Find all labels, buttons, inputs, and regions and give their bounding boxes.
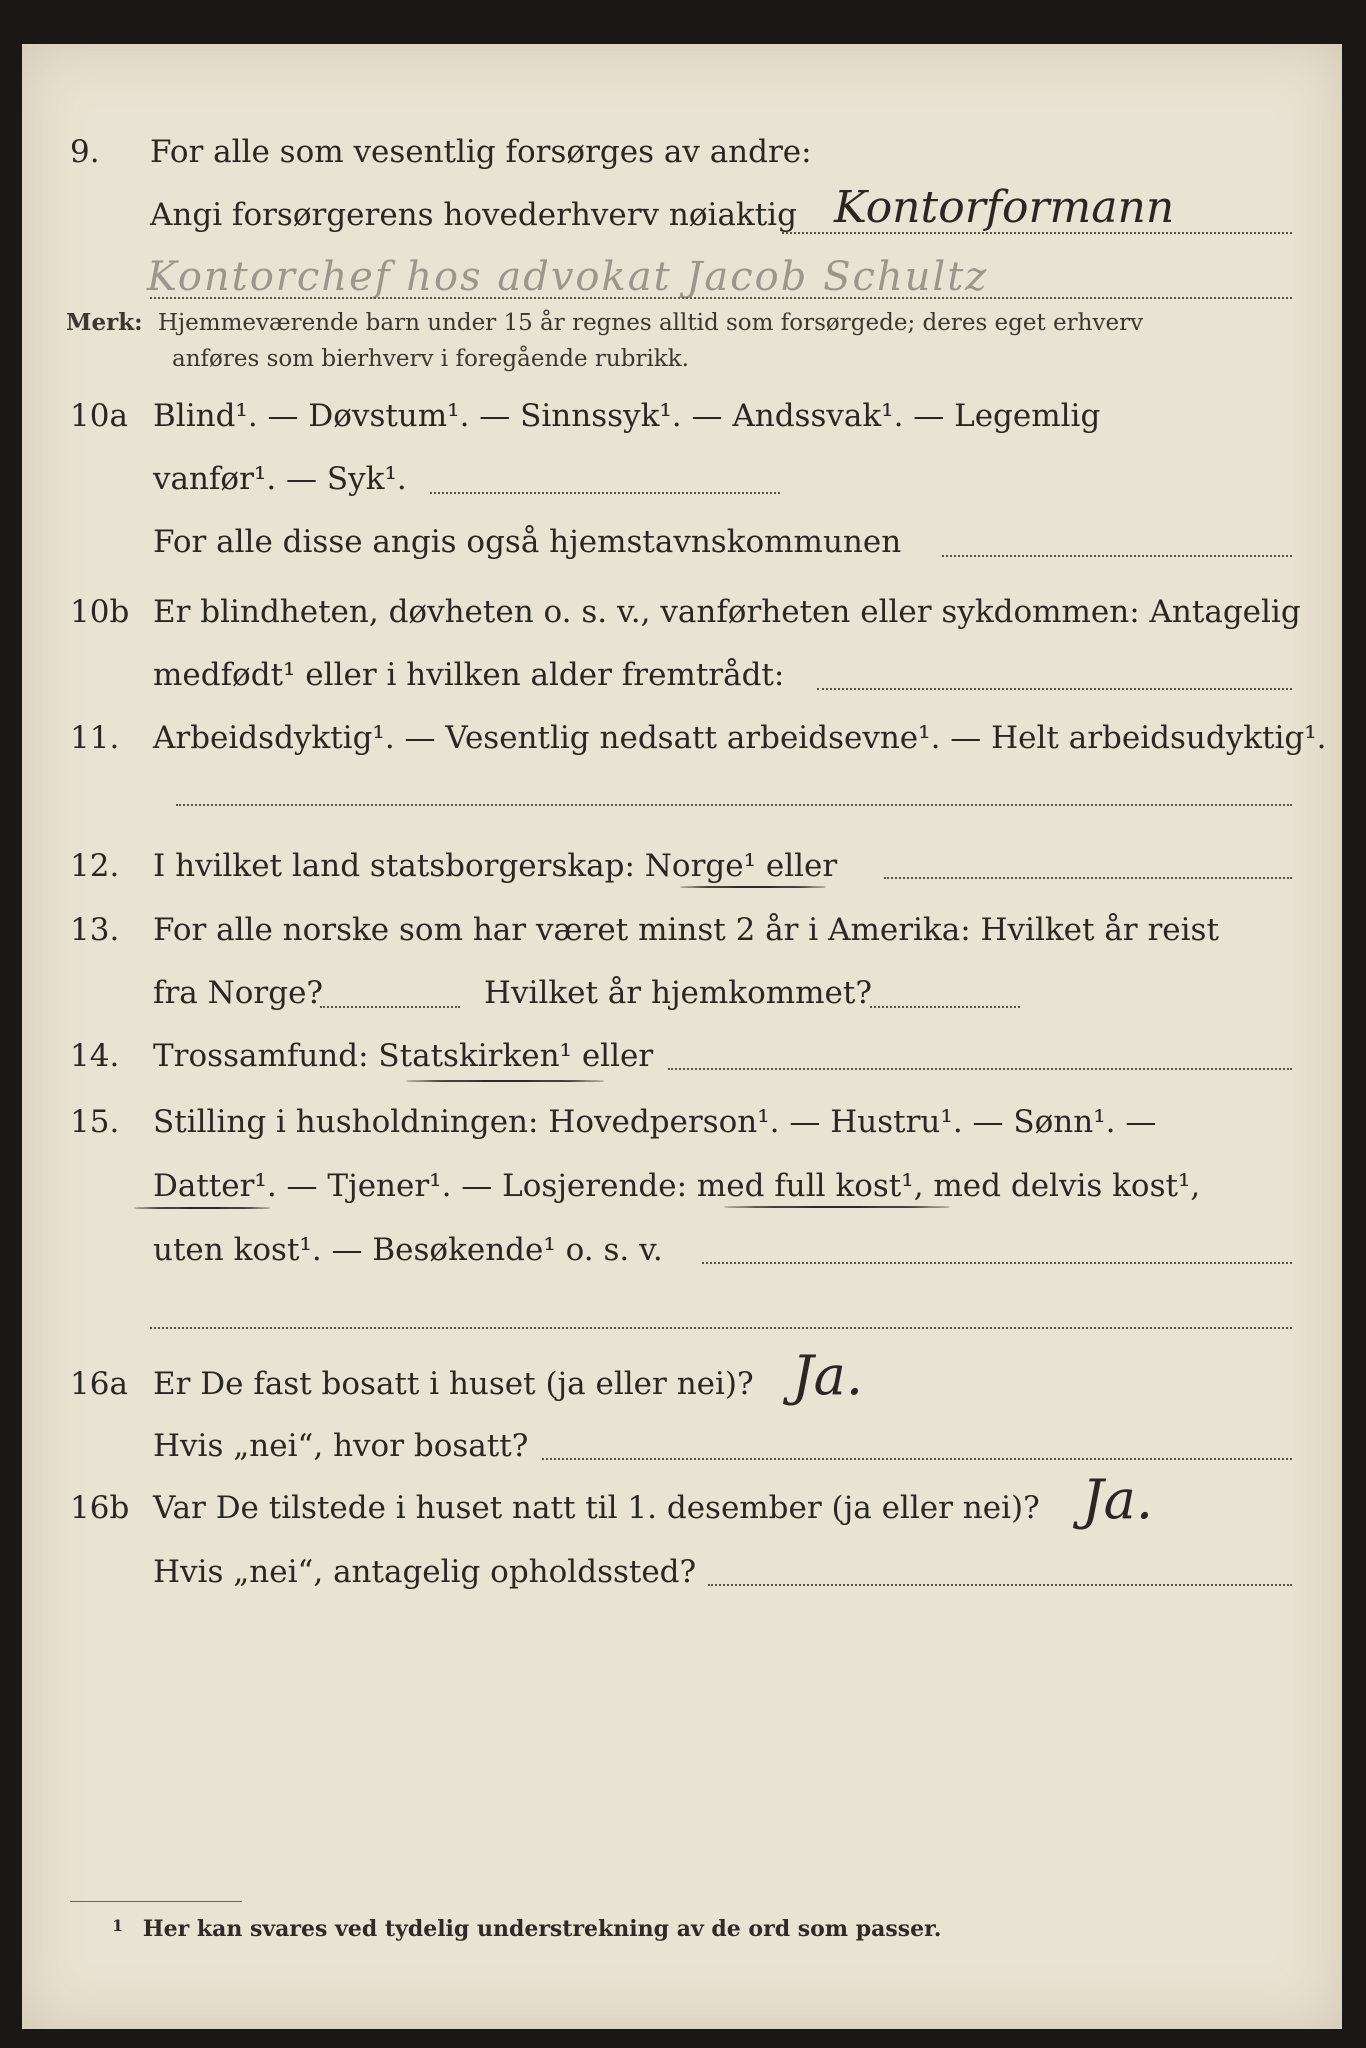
handwritten-answer: Kontorformann xyxy=(834,182,1175,233)
question-text: Er De fast bosatt i huset (ja eller nei)? xyxy=(153,1366,754,1402)
note-text-line-2: anføres som bierhverv i foregående rubrikk. xyxy=(172,346,689,372)
note-label: Merk: xyxy=(66,309,143,336)
handwritten-answer: Ja. xyxy=(792,1344,864,1407)
answer-line xyxy=(942,555,1292,557)
answer-line xyxy=(884,877,1292,879)
underline-statskirken xyxy=(406,1080,604,1082)
note-text: Hjemmeværende barn under 15 år regnes alltid som forsørgede; deres eget erhverv xyxy=(157,310,1144,336)
question-text: Angi forsørgerens hovederhverv nøiaktig xyxy=(150,197,797,233)
answer-line xyxy=(150,1327,1292,1329)
answer-line xyxy=(542,1458,1292,1460)
question-number: 10a xyxy=(70,398,128,434)
question-text: For alle norske som har været minst 2 år i Amerika: Hvilket år reist xyxy=(153,912,1219,948)
handwritten-answer: Ja. xyxy=(1082,1468,1154,1531)
answer-line xyxy=(702,1262,1292,1264)
question-text: Trossamfund: Statskirken¹ eller xyxy=(153,1038,654,1074)
question-number: 10b xyxy=(70,594,130,630)
question-number: 13. xyxy=(70,912,120,948)
question-text: uten kost¹. — Besøkende¹ o. s. v. xyxy=(153,1232,663,1268)
question-text: I hvilket land statsborgerskap: Norge¹ eller xyxy=(153,848,838,884)
question-number: 9. xyxy=(70,134,100,170)
question-text: For alle som vesentlig forsørges av andre: xyxy=(150,134,812,170)
question-text: Er blindheten, døvheten o. s. v., vanførheten eller sykdommen: Antagelig xyxy=(153,594,1301,630)
question-number: 11. xyxy=(70,720,120,756)
answer-line xyxy=(870,1006,1020,1008)
answer-line xyxy=(817,688,1292,690)
question-text: Var De tilstede i huset natt til 1. desember (ja eller nei)? xyxy=(153,1490,1040,1526)
question-number: 16b xyxy=(70,1490,130,1526)
answer-line xyxy=(430,492,780,494)
question-number: 14. xyxy=(70,1038,120,1074)
question-text: medfødt¹ eller i hvilken alder fremtrådt: xyxy=(153,657,785,693)
answer-line xyxy=(668,1068,1292,1070)
underline-norge xyxy=(680,886,826,888)
note xyxy=(66,306,1143,340)
footnote-rule xyxy=(70,1901,242,1902)
footnote-text: Her kan svares ved tydelig understrekning av de ord som passer. xyxy=(142,1916,942,1942)
answer-line xyxy=(708,1584,1292,1586)
answer-line xyxy=(150,297,1292,299)
census-form-page xyxy=(22,44,1342,2029)
footnote xyxy=(112,1916,941,1942)
question-text: Stilling i husholdningen: Hovedperson¹. — Hustru¹. — Sønn¹. — xyxy=(153,1104,1157,1140)
question-text: Hvis „nei“, antagelig opholdssted? xyxy=(153,1554,697,1590)
pencil-annotation: Kontorchef hos advokat Jacob Schultz xyxy=(147,254,989,300)
question-text: Hvis „nei“, hvor bosatt? xyxy=(153,1428,529,1464)
question-text: Blind¹. — Døvstum¹. — Sinnssyk¹. — Andssvak¹. — Legemlig xyxy=(153,398,1101,434)
question-number: 16a xyxy=(70,1366,128,1402)
question-text: For alle disse angis også hjemstavnskommunen xyxy=(153,524,902,560)
question-text: Arbeidsdyktig¹. — Vesentlig nedsatt arbeidsevne¹. — Helt arbeidsudyktig¹. xyxy=(153,720,1327,756)
question-text: vanfør¹. — Syk¹. xyxy=(153,461,407,497)
answer-line xyxy=(320,1006,460,1008)
question-text: Datter¹. — Tjener¹. — Losjerende: med full kost¹, med delvis kost¹, xyxy=(153,1168,1201,1204)
question-text: Hvilket år hjemkommet? xyxy=(484,975,872,1011)
underline-datter xyxy=(134,1207,270,1209)
footnote-mark: 1 xyxy=(112,1916,124,1935)
question-number: 15. xyxy=(70,1104,120,1140)
underline-med-full-kost xyxy=(724,1206,950,1208)
question-number: 12. xyxy=(70,848,120,884)
question-text: fra Norge? xyxy=(153,975,324,1011)
answer-line xyxy=(176,804,1292,806)
